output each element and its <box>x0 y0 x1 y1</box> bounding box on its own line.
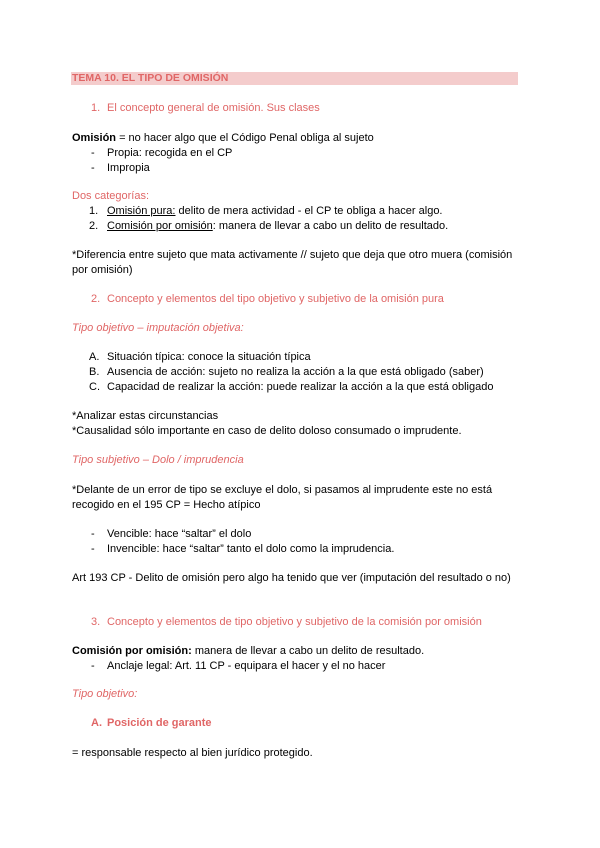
bullet-impropia: Impropia <box>107 162 150 174</box>
bullet-marker: - <box>91 543 95 555</box>
tipo-objetivo-label-2: Tipo objetivo: <box>72 688 138 700</box>
section2-heading: Concepto y elementos del tipo objetivo y subjetivo de la omisión pura <box>107 293 444 305</box>
diferencia-note-line1: *Diferencia entre sujeto que mata activamente // sujeto que deja que otro muera (comisión <box>72 249 513 261</box>
section3-heading: Concepto y elementos de tipo objetivo y subjetivo de la comisión por omisión <box>107 616 482 628</box>
bullet-propia: Propia: recogida en el CP <box>107 147 233 159</box>
section3-number: 3. <box>91 616 101 628</box>
posicion-garante-heading: Posición de garante <box>107 717 212 729</box>
categoria-text: : manera de llevar a cabo un delito de resultado. <box>212 220 449 232</box>
item-marker: A. <box>89 351 100 363</box>
section1-number: 1. <box>91 102 101 114</box>
error-tipo-line2: recogido en el 195 CP = Hecho atípico <box>72 499 261 511</box>
categoria-term: Comisión por omisión <box>107 220 213 232</box>
section1-heading: El concepto general de omisión. Sus clases <box>107 102 320 114</box>
garante-definition: = responsable respecto al bien jurídico protegido. <box>72 747 313 759</box>
bullet-marker: - <box>91 147 95 159</box>
causalidad-note: *Causalidad sólo importante en caso de delito doloso consumado o imprudente. <box>72 425 462 437</box>
bullet-marker: - <box>91 660 95 672</box>
document-title: TEMA 10. EL TIPO DE OMISIÓN <box>72 72 229 84</box>
comision-term: Comisión por omisión: <box>72 645 192 657</box>
categoria-term: Omisión pura: <box>107 205 176 217</box>
bullet-marker: - <box>91 528 95 540</box>
item-situacion-tipica: Situación típica: conoce la situación típica <box>107 351 311 363</box>
diferencia-note-line2: por omisión) <box>72 264 133 276</box>
subheading-marker: A. <box>91 717 102 729</box>
bullet-vencible: Vencible: hace “saltar” el dolo <box>107 528 252 540</box>
categorias-label: Dos categorías: <box>72 190 150 202</box>
categoria-omision-pura <box>107 205 443 218</box>
categoria-text: delito de mera actividad - el CP te obliga a hacer algo. <box>175 205 443 217</box>
error-tipo-line1: *Delante de un error de tipo se excluye el dolo, si pasamos al imprudente este no está <box>72 484 493 496</box>
comision-def-text: manera de llevar a cabo un delito de resultado. <box>191 645 425 657</box>
analizar-note: *Analizar estas circunstancias <box>72 410 219 422</box>
bullet-anclaje-legal: Anclaje legal: Art. 11 CP - equipara el hacer y el no hacer <box>107 660 386 672</box>
bullet-invencible: Invencible: hace “saltar” tanto el dolo como la imprudencia. <box>107 543 395 555</box>
section2-number: 2. <box>91 293 101 305</box>
art-193-note: Art 193 CP - Delito de omisión pero algo ha tenido que ver (imputación del resultado o no) <box>72 572 511 584</box>
item-marker: C. <box>89 381 100 393</box>
omision-definition <box>72 132 374 145</box>
categoria-number: 1. <box>89 205 99 217</box>
omision-def-text: = no hacer algo que el Código Penal obliga al sujeto <box>116 132 374 144</box>
tipo-subjetivo-label: Tipo subjetivo – Dolo / imprudencia <box>72 454 244 466</box>
item-marker: B. <box>89 366 100 378</box>
item-capacidad-accion: Capacidad de realizar la acción: puede realizar la acción a la que está obligado <box>107 381 494 393</box>
tipo-objetivo-label: Tipo objetivo – imputación objetiva: <box>72 322 244 334</box>
item-ausencia-accion: Ausencia de acción: sujeto no realiza la acción a la que está obligado (saber) <box>107 366 484 378</box>
comision-definition <box>72 645 424 658</box>
categoria-comision-por-omision <box>107 220 448 233</box>
categoria-number: 2. <box>89 220 99 232</box>
bullet-marker: - <box>91 162 95 174</box>
omision-term: Omisión <box>72 132 117 144</box>
